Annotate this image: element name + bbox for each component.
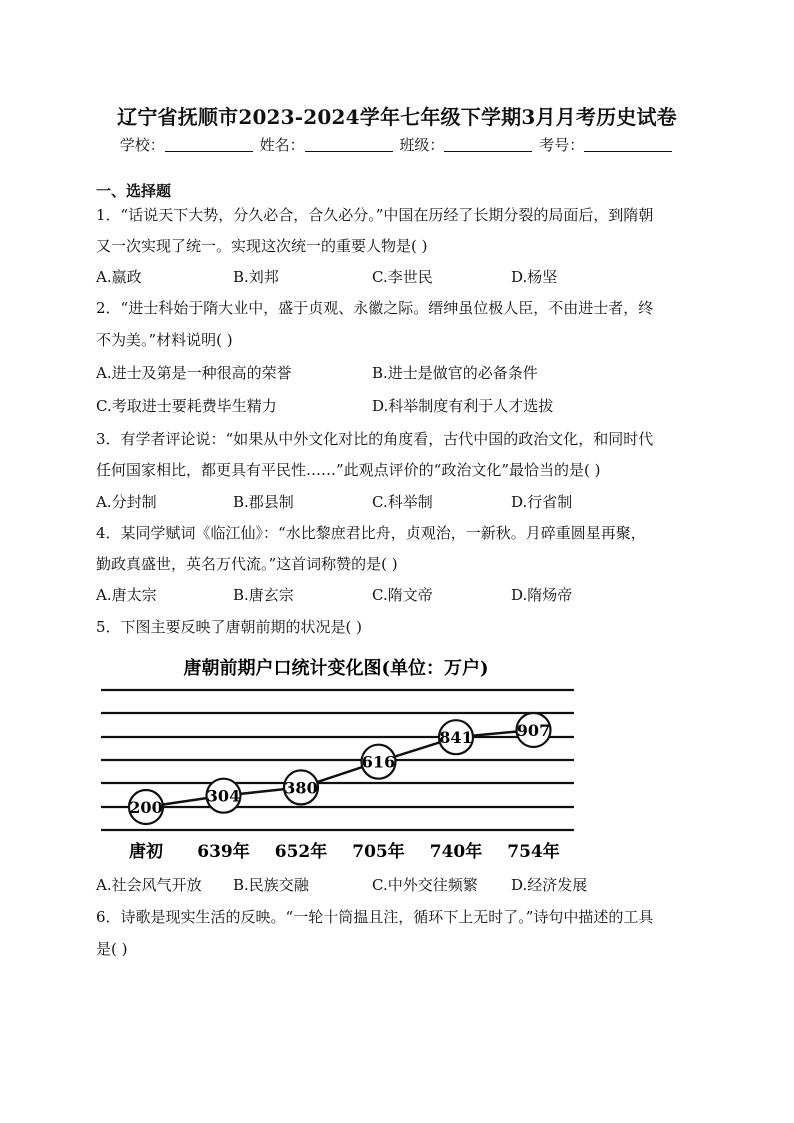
q4-option-b: B.唐玄宗 — [233, 586, 294, 604]
q1-option-c: C.李世民 — [372, 268, 433, 286]
q2-option-a: A.进士及第是一种很高的荣誉 — [96, 364, 292, 382]
question-6-line-2: 是( ) — [96, 940, 128, 958]
school-blank — [165, 137, 253, 152]
data-label: 200 — [129, 798, 163, 817]
q2-option-d: D.科举制度有利于人才选拔 — [372, 397, 554, 415]
q3-option-d: D.行省制 — [511, 493, 573, 511]
q1-option-a: A.嬴政 — [96, 268, 142, 286]
q4-option-a: A.唐太宗 — [96, 586, 157, 604]
x-tick-label: 652年 — [274, 842, 328, 862]
name-blank — [305, 137, 393, 152]
question-2-line-2: 不为美。”材料说明( ) — [96, 331, 233, 349]
q1-option-b: B.刘邦 — [233, 268, 279, 286]
data-label: 616 — [361, 752, 396, 772]
q2-option-c: C.考取进士要耗费毕生精力 — [96, 397, 277, 415]
x-tick-label: 639年 — [197, 842, 250, 862]
data-label: 304 — [206, 786, 241, 806]
section-heading: 一、选择题 — [96, 182, 172, 200]
q5-option-c: C.中外交往频繁 — [372, 876, 478, 894]
q1-option-d: D.杨坚 — [511, 268, 558, 286]
name-label: 姓名： — [259, 136, 305, 154]
x-tick-label: 754年 — [507, 842, 560, 862]
class-blank — [444, 137, 532, 152]
data-label: 841 — [439, 728, 473, 748]
data-label: 907 — [516, 721, 551, 740]
x-tick-label: 唐初 — [129, 842, 163, 862]
data-label: 380 — [284, 778, 318, 798]
question-2-line-1: 2．“进士科始于隋大业中，盛于贞观、永徽之际。缙绅虽位极人臣，不由进士者，终 — [96, 299, 654, 317]
series-line — [146, 730, 534, 807]
number-blank — [584, 137, 672, 152]
chart-x-ticks — [129, 841, 560, 862]
chart-title: 唐朝前期户口统计变化图(单位：万户) — [183, 658, 489, 679]
question-4-line-1: 4．某同学赋词《临江仙》：“水比黎庶君比舟，贞观治，一新秋。月碎重圆星再聚， — [96, 524, 646, 542]
q3-option-a: A.分封制 — [96, 493, 157, 511]
q5-option-b: B.民族交融 — [233, 876, 309, 894]
question-4-line-2: 勤政真盛世，英名万代流。”这首词称赞的是( ) — [96, 555, 398, 573]
school-label: 学校： — [119, 136, 165, 154]
exam-title: 辽宁省抚顺市2023-2024学年七年级下学期3月月考历史试卷 — [117, 105, 677, 129]
class-label: 班级： — [399, 136, 445, 154]
question-5-line-1: 5．下图主要反映了唐朝前期的状况是( ) — [96, 618, 363, 636]
question-6-line-1: 6．诗歌是现实生活的反映。“一轮十筒揾且注，循环下上无时了。”诗句中描述的工具 — [96, 908, 654, 926]
number-label: 考号： — [539, 136, 585, 154]
question-3-line-2: 任何国家相比，都更具有平民性……”此观点评价的“政治文化”最恰当的是( ) — [96, 461, 601, 479]
q5-option-a: A.社会风气开放 — [96, 876, 202, 894]
chart-grid — [101, 690, 574, 830]
question-1-line-2: 又一次实现了统一。实现这次统一的重要人物是( ) — [96, 237, 428, 255]
student-info-row — [0, 134, 794, 155]
population-chart — [96, 650, 596, 870]
q5-option-d: D.经济发展 — [511, 876, 588, 894]
q3-option-c: C.科举制 — [372, 493, 433, 511]
q3-option-b: B.郡县制 — [233, 493, 294, 511]
q2-option-b: B.进士是做官的必备条件 — [372, 364, 538, 382]
x-tick-label: 740年 — [429, 842, 483, 862]
question-1-line-1: 1．“话说天下大势，分久必合，合久必分。”中国在历经了长期分裂的局面后，到隋朝 — [96, 206, 654, 224]
x-tick-label: 705年 — [352, 842, 405, 862]
q4-option-c: C.隋文帝 — [372, 586, 433, 604]
question-3-line-1: 3．有学者评论说：“如果从中外文化对比的角度看，古代中国的政治文化，和同时代 — [96, 430, 654, 448]
q4-option-d: D.隋炀帝 — [511, 586, 573, 604]
